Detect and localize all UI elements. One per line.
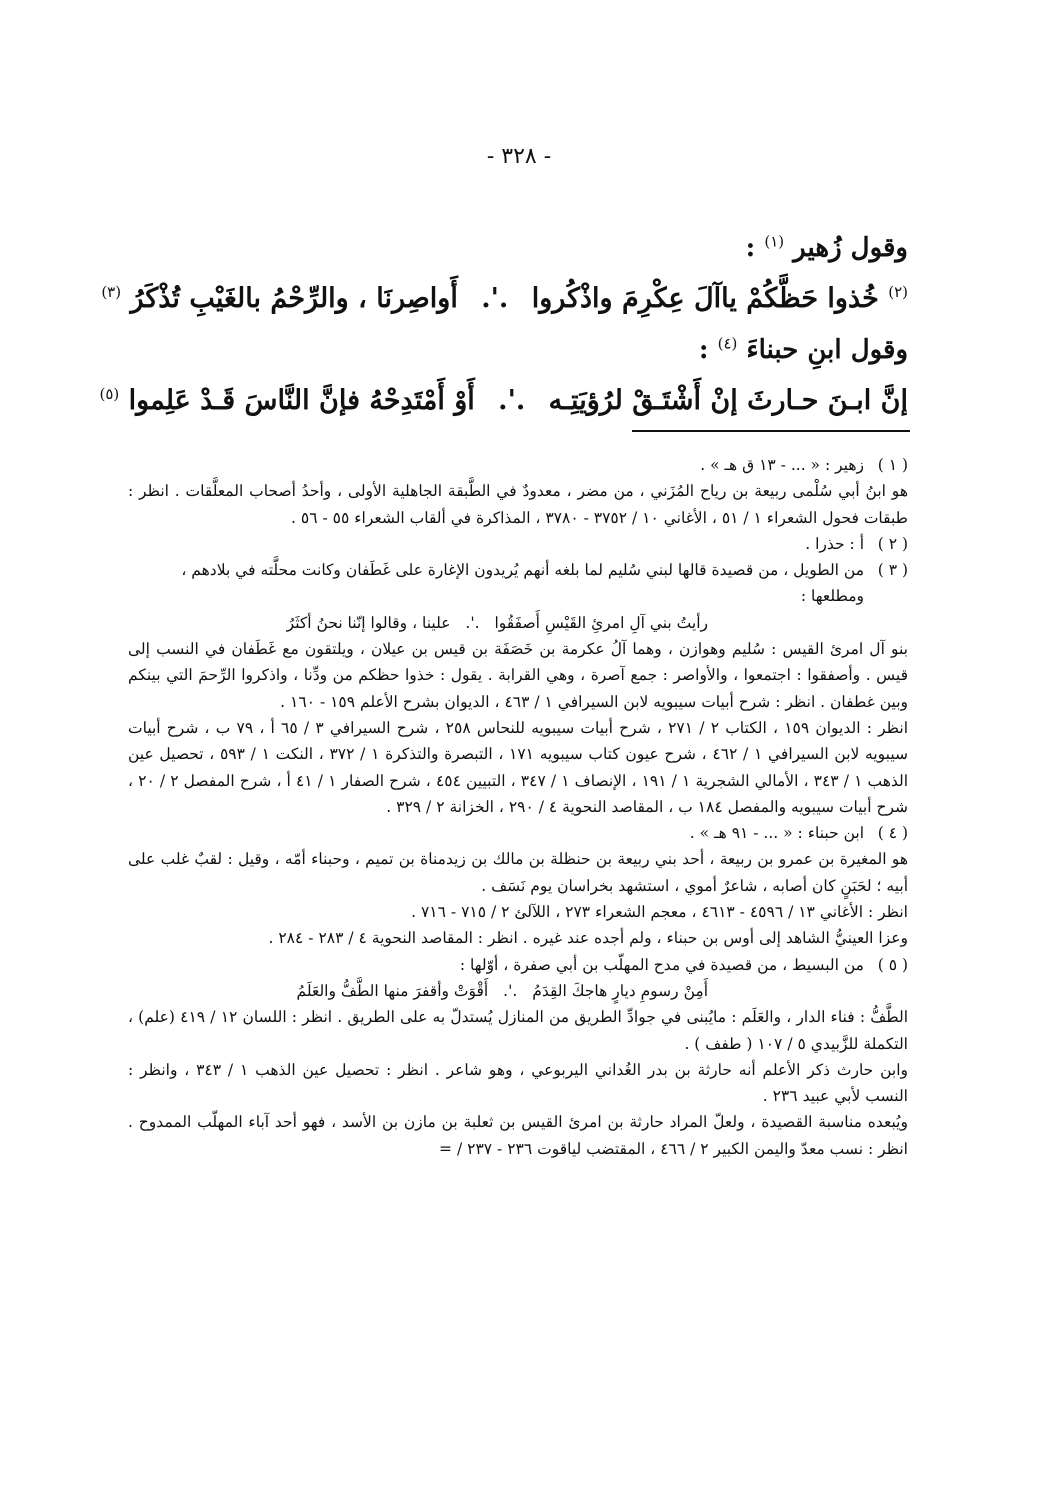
footnote-number: ( ٤ ) bbox=[877, 824, 908, 843]
footnote-2 bbox=[128, 531, 908, 557]
footnote-verse bbox=[128, 978, 908, 1004]
verse-second-hemistich: أَقْوَتْ وأقفرَ منها الطَّفُّ والعَلَمُ bbox=[296, 981, 489, 1000]
verse-zuhair bbox=[101, 271, 908, 327]
footnote-paragraph: ويُبعده مناسبة القصيدة ، ولعلّ المراد حارثة بن امرئ القيس بن ثعلبة بن مازن بن الأسد ، فهو أحد آباء المهلّب الممدوح . انظر : نسب معدّ واليمن الكبير ٢ / ٤٦٦ ، المقتضب لياقوت ٢٣٦ - ٢٣٧ / = bbox=[128, 1113, 908, 1158]
footnote-ref-3[interactable]: (٣) bbox=[101, 283, 122, 301]
footnote-title: أ : حذرا . bbox=[805, 534, 864, 553]
hemistich-separator: .'. bbox=[465, 613, 480, 632]
hemistich-separator: .'. bbox=[498, 385, 526, 416]
footnote-verse bbox=[128, 610, 908, 636]
footnote-ref-2[interactable]: (٢) bbox=[888, 283, 908, 301]
intro-text: وقول زُهير bbox=[793, 233, 908, 263]
quote-intro-zuhair bbox=[128, 225, 908, 271]
footnote-5 bbox=[128, 952, 908, 1162]
footnote-ref-1[interactable]: (١) bbox=[764, 232, 785, 251]
quote-intro-ibn-habna bbox=[128, 327, 908, 373]
footnote-divider bbox=[632, 430, 910, 432]
footnote-ref-4[interactable]: (٤) bbox=[717, 334, 738, 353]
footnote-number: ( ١ ) bbox=[877, 456, 908, 474]
verse-second-hemistich: أَواصِرنَا ، والرِّحْمُ بالغَيْبِ تُذْكَرُ bbox=[130, 283, 458, 314]
hemistich-separator: .'. bbox=[481, 283, 509, 314]
footnote-title: ابن حبناء : « ... - ٩١ هـ » . bbox=[689, 824, 864, 843]
footnote-number: ( ٥ ) bbox=[877, 955, 908, 974]
verse-first-hemistich: رأيتُ بني آلِ امرئِ القَيْسِ أَصفَقُوا bbox=[494, 613, 708, 632]
footnote-number: ( ٣ ) bbox=[877, 561, 908, 580]
verse-first-hemistich: إنَّ ابـنَ حـارثَ إنْ أَشْتَـقْ لرُؤيَتِـه bbox=[548, 385, 908, 416]
verse-second-hemistich: أَوْ أَمْتَدِحْهُ فإنَّ النَّاسَ قَـدْ عَلِموا bbox=[128, 385, 475, 416]
footnote-paragraph: وعزا العينيُّ الشاهد إلى أوس بن حبناء ، ولم أجده عند غيره . انظر : المقاصد النحوية ٤ / ٢٨٣ - ٢٨٤ . bbox=[268, 929, 908, 948]
verse-second-hemistich: علينا ، وقالوا إنّنا نحنُ أكثَرُ bbox=[286, 613, 451, 632]
footnote-3 bbox=[128, 557, 908, 820]
footnote-number: ( ٢ ) bbox=[877, 534, 908, 553]
intro-colon: : bbox=[745, 233, 756, 263]
footnote-paragraph: الطَّفُّ : فناء الدار ، والعَلَم : مايُبنى في جوادِّ الطريق من المنازل يُستدلّ به على الطريق . انظر : اللسان ١٢ / ٤١٩ (علم) ، التكملة للزَّبيدي ٥ / ١٠٧ ( طفف ) . bbox=[128, 1008, 908, 1053]
verse-first-hemistich: أَمِنْ رسومِ ديارٍ هاجكَ القِدَمُ bbox=[532, 981, 708, 1000]
hemistich-separator: .'. bbox=[503, 981, 518, 1000]
footnote-1 bbox=[128, 452, 908, 531]
footnote-4 bbox=[128, 820, 908, 951]
footnote-title: زهير : « ... - ١٣ ق هـ » . bbox=[700, 456, 864, 474]
footnote-title: من الطويل ، من قصيدة قالها لبني سُليم لما بلغه أنهم يُريدون الإغارة على غَطَفان وكانت محلَّته في بلادهم ، ومطلعها : bbox=[181, 561, 864, 606]
footnote-paragraph: هو المغيرة بن عمرو بن ربيعة ، أحد بني ربيعة بن حنظلة بن مالك بن زيدمناة بن تميم ، وحبناء أمّه ، وقيل : لقبٌ غلب على أبيه ؛ لحَبَنٍ كان أصابه ، شاعرٌ أموي ، استشهد بخراسان يوم نَسَف . bbox=[128, 850, 908, 895]
main-text bbox=[99, 225, 908, 429]
page-number: - ٣٢٨ - bbox=[486, 144, 552, 169]
footnote-paragraph: وابن حارث ذكر الأعلم أنه حارثة بن بدر الغُداني اليربوعي ، وهو شاعر . انظر : تحصيل عين الذهب ١ / ٣٤٣ ، وانظر : النسب لأبي عبيد ٢٣٦ . bbox=[128, 1060, 909, 1106]
intro-text: وقول ابنِ حبناءَ bbox=[746, 335, 908, 365]
footnote-paragraph: بنو آل امرئ القيس : سُليم وهوازن ، وهما آلُ عكرمة بن خَصَفَة بن قيس بن عيلان ، ويلتقون مع غَطَفان في النسب إلى قيس . وأصفقوا : اجتمعوا ، والأواصر : جمع آصرة ، وهي القرابة . يقول : خذوا حظكم من ودِّنا ، واذكروا الرِّحمَ التي بينكم وبين غطفان . انظر : شرح أبيات سيبويه لابن السيرافي ١ / ٤٦٣ ، الديوان بشرح الأعلم ١٥٩ - ١٦٠ . bbox=[128, 640, 908, 711]
footnote-paragraph: انظر : الأغاني ١٣ / ٤٥٩٦ - ٤٦١٣ ، معجم الشعراء ٢٧٣ ، اللآلئ ٢ / ٧١٥ - ٧١٦ . bbox=[411, 903, 908, 922]
intro-colon: : bbox=[698, 335, 709, 365]
footnote-title: من البسيط ، من قصيدة في مدح المهلّب بن أبي صفرة ، أوّلها : bbox=[459, 955, 864, 974]
verse-ibn-habna bbox=[99, 373, 908, 429]
footnote-paragraph: انظر : الديوان ١٥٩ ، الكتاب ٢ / ٢٧١ ، شرح أبيات سيبويه للنحاس ٢٥٨ ، شرح السيرافي ٣ / ٦٥ أ ، ٧٩ ب ، شرح أبيات سيبويه لابن السيرافي ١ / ٤٦٢ ، شرح عيون كتاب سيبويه ١٧١ ، التبصرة والتذكرة ١ / ٣٧٢ ، النكت ١ / ٥٩٣ ، تحصيل عين الذهب ١ / ٣٤٣ ، الأمالي الشجرية ١ / ١٩١ ، الإنصاف ١ / ٣٤٧ ، التبيين ٤٥٤ ، شرح الصفار ١ / ٤١ أ ، شرح المفصل ٢ / ٢٠ ، شرح أبيات سيبويه والمفصل ١٨٤ ب ، المقاصد النحوية ٤ / ٢٩٠ ، الخزانة ٢ / ٣٢٩ . bbox=[128, 718, 909, 816]
verse-first-hemistich: خُذوا حَظَّكُمْ ياآلَ عِكْرِمَ واذْكُروا bbox=[531, 283, 879, 314]
footnotes bbox=[128, 452, 908, 1162]
footnote-ref-5[interactable]: (٥) bbox=[99, 385, 120, 403]
footnote-paragraph: هو ابنُ أبي سُلْمى ربيعة بن رياح المُزَني ، من مضر ، معدودٌ في الطَّبقة الجاهلية الأولى ، وأحدُ أصحاب المعلَّقات . انظر : طبقات فحول الشعراء ١ / ٥١ ، الأغاني ١٠ / ٣٧٥٢ - ٣٧٨٠ ، المذاكرة في ألقاب الشعراء ٥٥ - ٥٦ . bbox=[128, 482, 908, 527]
